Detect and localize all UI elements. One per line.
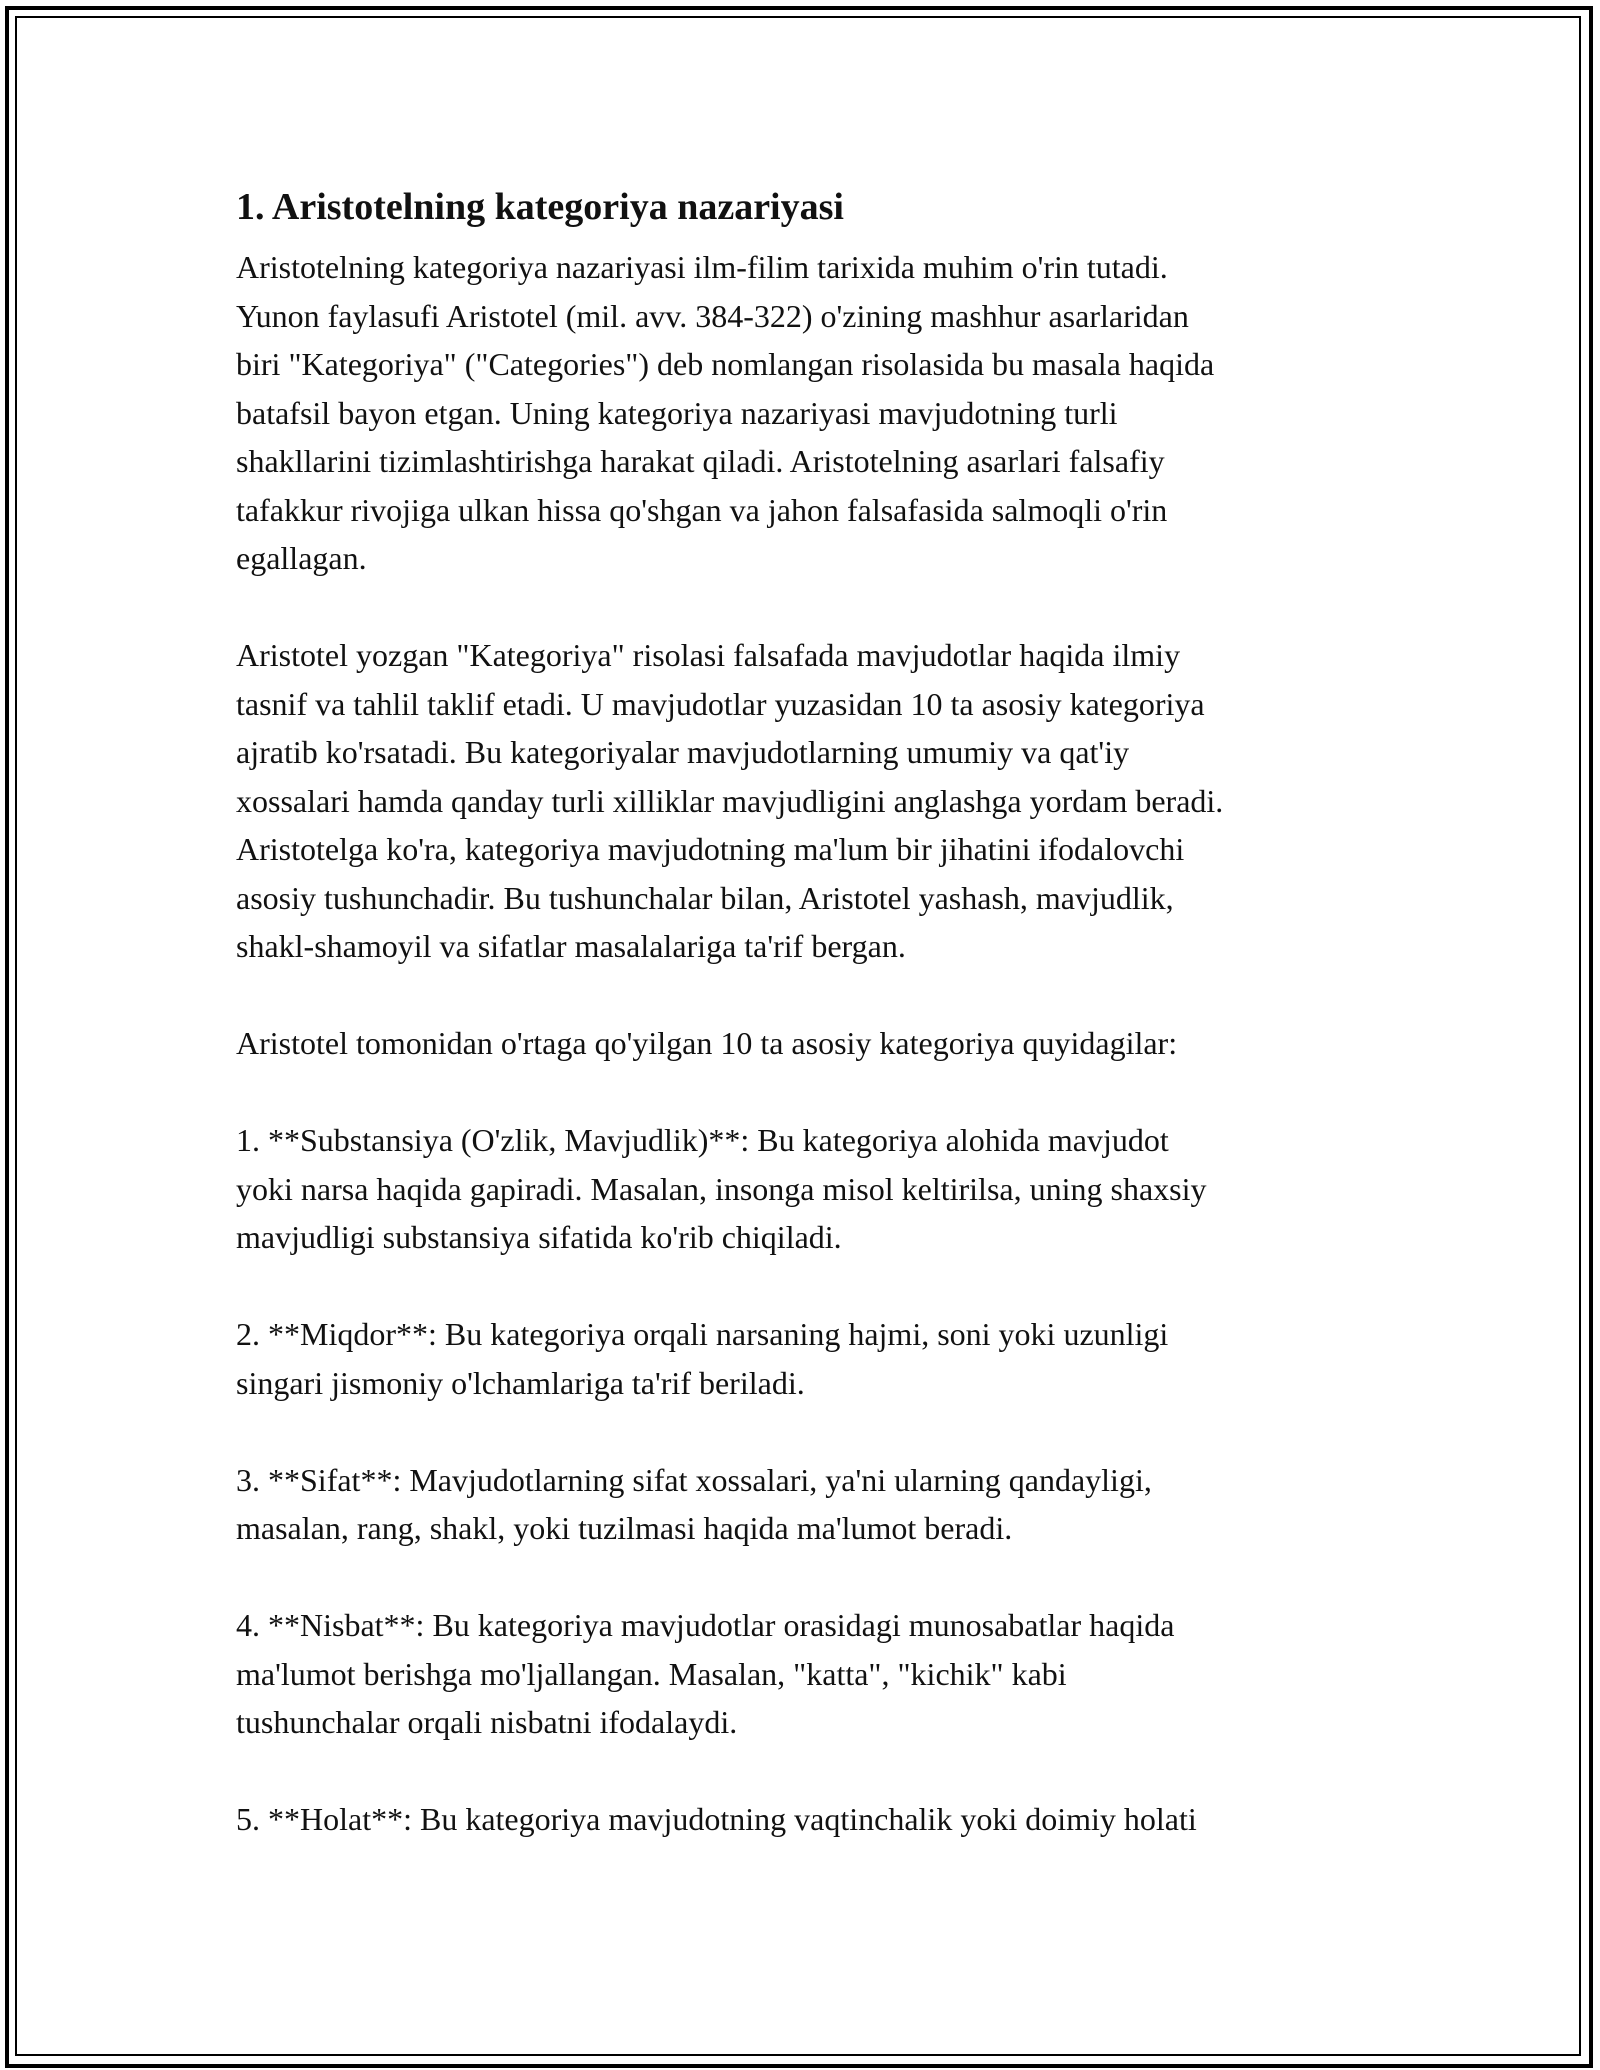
text-line: egallagan. bbox=[236, 540, 367, 576]
text-line: Aristotel tomonidan o'rtaga qo'yilgan 10 ta asosiy kategoriya quyidagilar: bbox=[236, 1025, 1178, 1061]
body-text bbox=[236, 243, 1376, 1844]
text-line: tafakkur rivojiga ulkan hissa qo'shgan va jahon falsafasida salmoqli o'rin bbox=[236, 491, 1168, 528]
blank-line bbox=[236, 1747, 1376, 1796]
text-line: ma'lumot berishga mo'ljallangan. Masalan, "katta", "kichik" kabi bbox=[236, 1655, 1067, 1692]
blank-line bbox=[236, 1553, 1376, 1602]
blank-line bbox=[236, 583, 1376, 632]
text-line: masalan, rang, shakl, yoki tuzilmasi haqida ma'lumot beradi. bbox=[236, 1510, 1013, 1546]
text-line: mavjudligi substansiya sifatida ko'rib chiqiladi. bbox=[236, 1219, 842, 1255]
text-line: singari jismoniy o'lchamlariga ta'rif beriladi. bbox=[236, 1364, 805, 1401]
text-line: xossalari hamda qanday turli xilliklar mavjudligini anglashga yordam beradi. bbox=[236, 782, 1224, 819]
section-heading: 1. Aristotelning kategoriya nazariyasi bbox=[236, 186, 844, 228]
text-line: Aristotelning kategoriya nazariyasi ilm-filim tarixida muhim o'rin tutadi. bbox=[236, 249, 1168, 285]
text-line: 5. **Holat**: Bu kategoriya mavjudotning vaqtinchalik yoki doimiy holati bbox=[236, 1801, 1197, 1837]
text-line: 1. **Substansiya (O'zlik, Mavjudlik)**: Bu kategoriya alohida mavjudot bbox=[236, 1122, 1169, 1158]
text-line: 2. **Miqdor**: Bu kategoriya orqali narsaning hajmi, soni yoki uzunligi bbox=[236, 1316, 1169, 1352]
text-line: tasnif va tahlil taklif etadi. U mavjudotlar yuzasidan 10 ta asosiy kategoriya bbox=[236, 685, 1205, 722]
text-line: batafsil bayon etgan. Uning kategoriya nazariyasi mavjudotning turli bbox=[236, 394, 1118, 431]
text-line: yoki narsa haqida gapiradi. Masalan, insonga misol keltirilsa, uning shaxsiy bbox=[236, 1170, 1207, 1207]
text-line: ajratib ko'rsatadi. Bu kategoriyalar mavjudotlarning umumiy va qat'iy bbox=[236, 734, 1130, 770]
blank-line bbox=[236, 1407, 1376, 1456]
text-line: Yunon faylasufi Aristotel (mil. avv. 384-322) o'zining mashhur asarlaridan bbox=[236, 297, 1189, 334]
text-line: asosiy tushunchadir. Bu tushunchalar bilan, Aristotel yashash, mavjudlik, bbox=[236, 879, 1174, 916]
text-line: tushunchalar orqali nisbatni ifodalaydi. bbox=[236, 1704, 738, 1740]
blank-line bbox=[236, 971, 1376, 1020]
text-line: 3. **Sifat**: Mavjudotlarning sifat xossalari, ya'ni ularning qandayligi, bbox=[236, 1461, 1152, 1498]
document-content bbox=[236, 183, 1376, 1844]
text-line: Aristotel yozgan "Kategoriya" risolasi falsafada mavjudotlar haqida ilmiy bbox=[236, 637, 1181, 673]
blank-line bbox=[236, 1262, 1376, 1311]
text-line: biri "Kategoriya" ("Categories") deb nomlangan risolasida bu masala haqida bbox=[236, 346, 1215, 382]
text-line: shakl-shamoyil va sifatlar masalalariga ta'rif bergan. bbox=[236, 928, 906, 964]
blank-line bbox=[236, 1068, 1376, 1117]
text-line: Aristotelga ko'ra, kategoriya mavjudotning ma'lum bir jihatini ifodalovchi bbox=[236, 831, 1185, 867]
text-line: shakllarini tizimlashtirishga harakat qiladi. Aristotelning asarlari falsafiy bbox=[236, 443, 1165, 479]
text-line: 4. **Nisbat**: Bu kategoriya mavjudotlar orasidagi munosabatlar haqida bbox=[236, 1607, 1175, 1643]
